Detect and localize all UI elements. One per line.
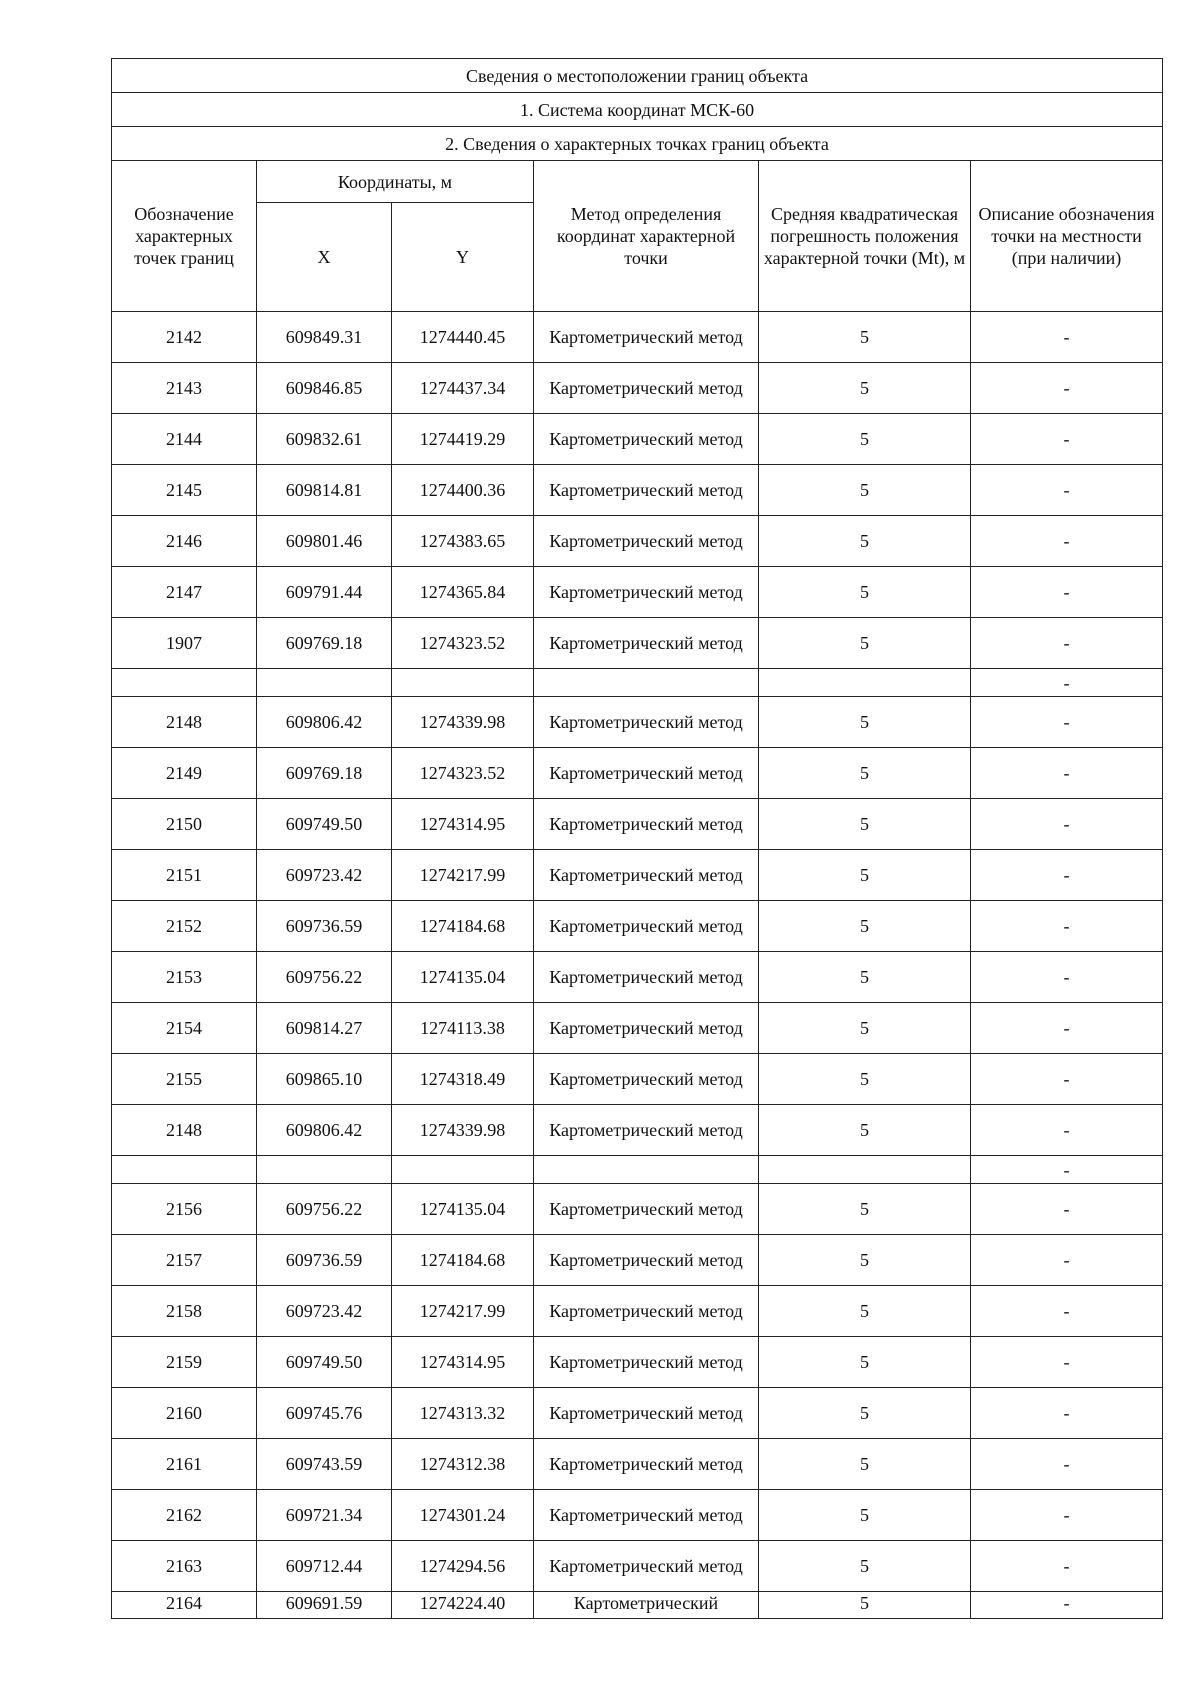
error-cell	[759, 1156, 971, 1184]
coord-y-cell: 1274135.04	[392, 952, 534, 1003]
table-row	[112, 1439, 1163, 1490]
description-cell: -	[971, 516, 1163, 567]
description-cell: -	[971, 1054, 1163, 1105]
document-title: Сведения о местоположении границ объекта	[112, 59, 1163, 93]
table-row	[112, 799, 1163, 850]
error-cell: 5	[759, 465, 971, 516]
coord-y-cell: 1274313.32	[392, 1388, 534, 1439]
coord-y-cell: 1274323.52	[392, 618, 534, 669]
table-row	[112, 901, 1163, 952]
error-cell: 5	[759, 748, 971, 799]
method-cell: Картометрический метод	[534, 1337, 759, 1388]
error-cell: 5	[759, 901, 971, 952]
point-id-cell: 2147	[112, 567, 257, 618]
coord-y-cell: 1274224.40	[392, 1592, 534, 1619]
error-cell: 5	[759, 697, 971, 748]
table-row	[112, 1105, 1163, 1156]
error-cell: 5	[759, 1490, 971, 1541]
description-cell: -	[971, 567, 1163, 618]
header-error: Средняя квадратическая погрешность положения характерной точки (Mt), м	[759, 161, 971, 312]
description-cell: -	[971, 1105, 1163, 1156]
table-row	[112, 1184, 1163, 1235]
error-cell: 5	[759, 1286, 971, 1337]
coord-x-cell: 609832.61	[257, 414, 392, 465]
point-id-cell: 2148	[112, 697, 257, 748]
table-row	[112, 1592, 1163, 1619]
points-section-title: 2. Сведения о характерных точках границ объекта	[112, 127, 1163, 161]
error-cell: 5	[759, 1235, 971, 1286]
method-cell: Картометрический метод	[534, 516, 759, 567]
table-row	[112, 1337, 1163, 1388]
header-description: Описание обозначения точки на местности (при наличии)	[971, 161, 1163, 312]
coord-x-cell: 609806.42	[257, 697, 392, 748]
point-id-cell: 2144	[112, 414, 257, 465]
error-cell: 5	[759, 567, 971, 618]
error-cell: 5	[759, 1541, 971, 1592]
description-cell: -	[971, 1235, 1163, 1286]
coord-x-cell: 609814.27	[257, 1003, 392, 1054]
method-cell: Картометрический метод	[534, 799, 759, 850]
table-row	[112, 1541, 1163, 1592]
coord-y-cell: 1274135.04	[392, 1184, 534, 1235]
point-id-cell: 2153	[112, 952, 257, 1003]
error-cell: 5	[759, 1388, 971, 1439]
error-cell: 5	[759, 1337, 971, 1388]
point-id-cell	[112, 1156, 257, 1184]
coord-y-cell: 1274294.56	[392, 1541, 534, 1592]
point-id-cell: 2157	[112, 1235, 257, 1286]
table-row	[112, 465, 1163, 516]
method-cell: Картометрический метод	[534, 1286, 759, 1337]
method-cell: Картометрический	[534, 1592, 759, 1619]
coord-x-cell: 609791.44	[257, 567, 392, 618]
method-cell: Картометрический метод	[534, 1184, 759, 1235]
coord-y-cell: 1274318.49	[392, 1054, 534, 1105]
error-cell: 5	[759, 1592, 971, 1619]
coord-y-cell	[392, 669, 534, 697]
method-cell: Картометрический метод	[534, 618, 759, 669]
description-cell: -	[971, 1439, 1163, 1490]
error-cell: 5	[759, 1003, 971, 1054]
error-cell: 5	[759, 618, 971, 669]
coord-y-cell: 1274419.29	[392, 414, 534, 465]
point-id-cell: 1907	[112, 618, 257, 669]
description-cell: -	[971, 363, 1163, 414]
description-cell: -	[971, 312, 1163, 363]
coord-x-cell: 609736.59	[257, 901, 392, 952]
method-cell	[534, 669, 759, 697]
coord-x-cell: 609743.59	[257, 1439, 392, 1490]
point-id-cell: 2151	[112, 850, 257, 901]
method-cell: Картометрический метод	[534, 1388, 759, 1439]
point-id-cell: 2149	[112, 748, 257, 799]
point-id-cell: 2148	[112, 1105, 257, 1156]
coord-x-cell: 609736.59	[257, 1235, 392, 1286]
method-cell: Картометрический метод	[534, 1235, 759, 1286]
point-id-cell: 2146	[112, 516, 257, 567]
coord-x-cell: 609749.50	[257, 1337, 392, 1388]
table-row	[112, 697, 1163, 748]
table-row	[112, 1286, 1163, 1337]
description-cell: -	[971, 669, 1163, 697]
method-cell: Картометрический метод	[534, 1105, 759, 1156]
coord-x-cell: 609806.42	[257, 1105, 392, 1156]
point-id-cell: 2160	[112, 1388, 257, 1439]
coord-y-cell: 1274383.65	[392, 516, 534, 567]
description-cell: -	[971, 1286, 1163, 1337]
method-cell: Картометрический метод	[534, 1003, 759, 1054]
description-cell: -	[971, 1388, 1163, 1439]
method-cell: Картометрический метод	[534, 465, 759, 516]
error-cell: 5	[759, 414, 971, 465]
coord-y-cell: 1274365.84	[392, 567, 534, 618]
coord-y-cell: 1274314.95	[392, 799, 534, 850]
description-cell: -	[971, 1592, 1163, 1619]
error-cell: 5	[759, 850, 971, 901]
point-id-cell: 2142	[112, 312, 257, 363]
coord-x-cell: 609723.42	[257, 850, 392, 901]
table-row	[112, 850, 1163, 901]
coord-x-cell: 609691.59	[257, 1592, 392, 1619]
table-row	[112, 952, 1163, 1003]
error-cell: 5	[759, 363, 971, 414]
method-cell: Картометрический метод	[534, 697, 759, 748]
table-row	[112, 1388, 1163, 1439]
description-cell: -	[971, 1490, 1163, 1541]
coord-y-cell: 1274184.68	[392, 901, 534, 952]
method-cell: Картометрический метод	[534, 1490, 759, 1541]
point-id-cell: 2162	[112, 1490, 257, 1541]
method-cell	[534, 1156, 759, 1184]
coord-x-cell: 609769.18	[257, 748, 392, 799]
table-row	[112, 1003, 1163, 1054]
point-id-cell: 2156	[112, 1184, 257, 1235]
table-row	[112, 567, 1163, 618]
point-id-cell	[112, 669, 257, 697]
method-cell: Картометрический метод	[534, 901, 759, 952]
table-row	[112, 1490, 1163, 1541]
coord-x-cell: 609865.10	[257, 1054, 392, 1105]
description-cell: -	[971, 697, 1163, 748]
coord-y-cell: 1274184.68	[392, 1235, 534, 1286]
error-cell	[759, 669, 971, 697]
point-id-cell: 2152	[112, 901, 257, 952]
method-cell: Картометрический метод	[534, 414, 759, 465]
table-row	[112, 312, 1163, 363]
table-row	[112, 618, 1163, 669]
coord-x-cell: 609769.18	[257, 618, 392, 669]
table-row	[112, 748, 1163, 799]
coord-y-cell: 1274339.98	[392, 1105, 534, 1156]
coord-y-cell: 1274400.36	[392, 465, 534, 516]
description-cell: -	[971, 465, 1163, 516]
table-row	[112, 1235, 1163, 1286]
point-id-cell: 2159	[112, 1337, 257, 1388]
description-cell: -	[971, 901, 1163, 952]
description-cell: -	[971, 1541, 1163, 1592]
description-cell: -	[971, 1156, 1163, 1184]
description-cell: -	[971, 1184, 1163, 1235]
coord-y-cell: 1274339.98	[392, 697, 534, 748]
description-cell: -	[971, 414, 1163, 465]
method-cell: Картометрический метод	[534, 1054, 759, 1105]
point-id-cell: 2154	[112, 1003, 257, 1054]
coord-x-cell: 609745.76	[257, 1388, 392, 1439]
point-id-cell: 2158	[112, 1286, 257, 1337]
description-cell: -	[971, 850, 1163, 901]
coord-x-cell: 609814.81	[257, 465, 392, 516]
header-method: Метод определения координат характерной точки	[534, 161, 759, 312]
method-cell: Картометрический метод	[534, 312, 759, 363]
coord-y-cell	[392, 1156, 534, 1184]
error-cell: 5	[759, 1054, 971, 1105]
header-coordinates: Координаты, м	[257, 161, 534, 203]
table-row	[112, 363, 1163, 414]
table-row-empty	[112, 669, 1163, 697]
table-row	[112, 414, 1163, 465]
header-y: Y	[392, 203, 534, 312]
coord-x-cell: 609723.42	[257, 1286, 392, 1337]
coord-x-cell	[257, 1156, 392, 1184]
coord-x-cell	[257, 669, 392, 697]
table-row	[112, 1054, 1163, 1105]
error-cell: 5	[759, 799, 971, 850]
description-cell: -	[971, 1337, 1163, 1388]
coord-y-cell: 1274437.34	[392, 363, 534, 414]
point-id-cell: 2150	[112, 799, 257, 850]
header-x: X	[257, 203, 392, 312]
method-cell: Картометрический метод	[534, 850, 759, 901]
method-cell: Картометрический метод	[534, 1439, 759, 1490]
point-id-cell: 2155	[112, 1054, 257, 1105]
error-cell: 5	[759, 1105, 971, 1156]
method-cell: Картометрический метод	[534, 952, 759, 1003]
method-cell: Картометрический метод	[534, 363, 759, 414]
coord-x-cell: 609849.31	[257, 312, 392, 363]
error-cell: 5	[759, 952, 971, 1003]
coordinate-system-title: 1. Система координат МСК-60	[112, 93, 1163, 127]
point-id-cell: 2163	[112, 1541, 257, 1592]
point-id-cell: 2164	[112, 1592, 257, 1619]
table-row-empty	[112, 1156, 1163, 1184]
coord-y-cell: 1274217.99	[392, 1286, 534, 1337]
table-row	[112, 516, 1163, 567]
coord-x-cell: 609756.22	[257, 952, 392, 1003]
boundary-points-table	[111, 58, 1163, 1619]
coord-y-cell: 1274113.38	[392, 1003, 534, 1054]
coord-y-cell: 1274323.52	[392, 748, 534, 799]
method-cell: Картометрический метод	[534, 748, 759, 799]
error-cell: 5	[759, 516, 971, 567]
coord-y-cell: 1274314.95	[392, 1337, 534, 1388]
coord-x-cell: 609749.50	[257, 799, 392, 850]
point-id-cell: 2145	[112, 465, 257, 516]
header-designation: Обозначение характерных точек границ	[112, 161, 257, 312]
method-cell: Картометрический метод	[534, 1541, 759, 1592]
description-cell: -	[971, 799, 1163, 850]
error-cell: 5	[759, 1439, 971, 1490]
description-cell: -	[971, 1003, 1163, 1054]
coord-y-cell: 1274301.24	[392, 1490, 534, 1541]
error-cell: 5	[759, 1184, 971, 1235]
coord-x-cell: 609801.46	[257, 516, 392, 567]
coord-y-cell: 1274217.99	[392, 850, 534, 901]
coord-x-cell: 609846.85	[257, 363, 392, 414]
coord-x-cell: 609721.34	[257, 1490, 392, 1541]
coord-x-cell: 609712.44	[257, 1541, 392, 1592]
coord-x-cell: 609756.22	[257, 1184, 392, 1235]
coord-y-cell: 1274312.38	[392, 1439, 534, 1490]
coord-y-cell: 1274440.45	[392, 312, 534, 363]
error-cell: 5	[759, 312, 971, 363]
point-id-cell: 2143	[112, 363, 257, 414]
point-id-cell: 2161	[112, 1439, 257, 1490]
method-cell: Картометрический метод	[534, 567, 759, 618]
description-cell: -	[971, 618, 1163, 669]
description-cell: -	[971, 748, 1163, 799]
description-cell: -	[971, 952, 1163, 1003]
